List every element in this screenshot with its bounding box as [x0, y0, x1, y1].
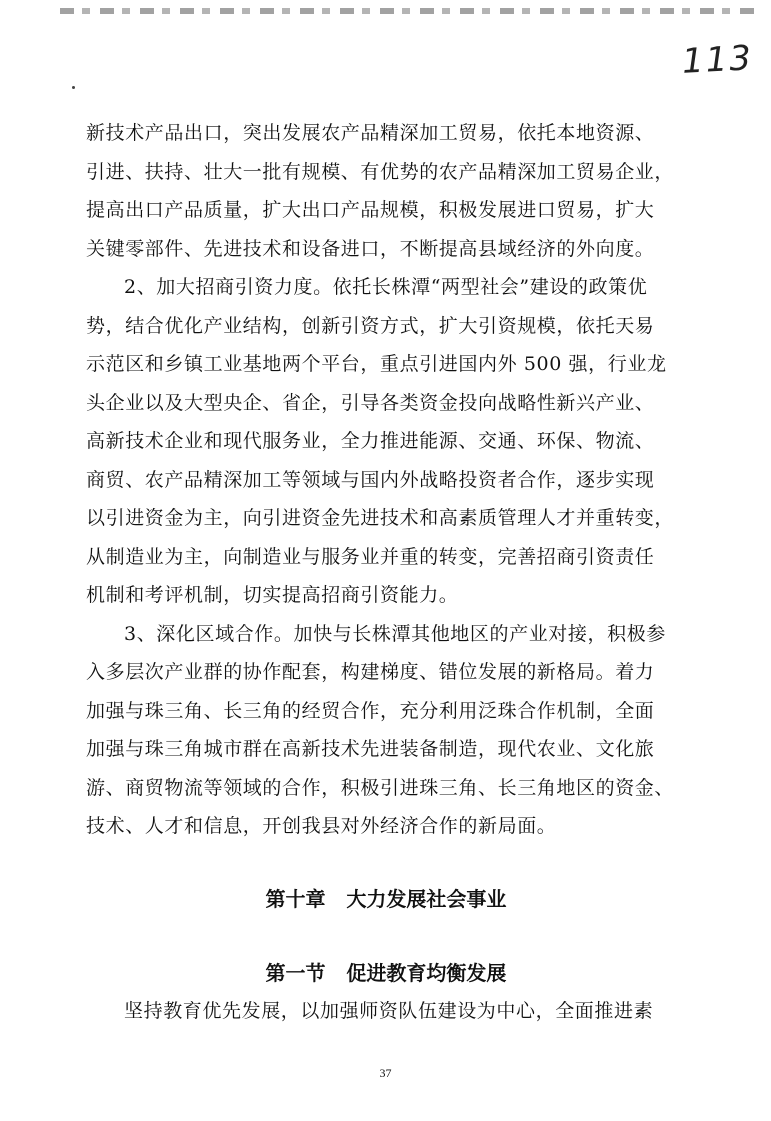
text-line: 从制造业为主，向制造业与服务业并重的转变，完善招商引资责任: [86, 545, 655, 568]
page-number: 37: [379, 1066, 392, 1080]
paragraph-investment: [86, 268, 686, 615]
text-line: 关键零部件、先进技术和设备进口，不断提高县域经济的外向度。: [86, 237, 655, 260]
paragraph-trade: [86, 114, 686, 268]
text-line: 游、商贸物流等领域的合作，积极引进珠三角、长三角地区的资金、: [86, 776, 675, 799]
paragraph-regional-cooperation: [86, 615, 686, 846]
paragraph-education: [86, 992, 686, 1031]
handwritten-page-mark: 113: [681, 38, 754, 82]
section-title: 第一节 促进教育均衡发展: [265, 960, 507, 985]
text-line: 新技术产品出口，突出发展农产品精深加工贸易，依托本地资源、: [86, 122, 655, 144]
text-line: 机制和考评机制，切实提高招商引资能力。: [86, 584, 459, 606]
text-line: 加强与珠三角城市群在高新技术先进装备制造，现代农业、文化旅: [86, 738, 655, 760]
scan-dot-artifact: [72, 86, 75, 89]
text-line: 加强与珠三角、长三角的经贸合作，充分利用泛珠合作机制，全面: [86, 699, 655, 722]
text-line: 2、加大招商引资力度。依托长株潭“两型社会”建设的政策优: [124, 276, 648, 298]
text-line: 3、深化区域合作。加快与长株潭其他地区的产业对接，积极参: [124, 622, 666, 645]
chapter-title: 第十章 大力发展社会事业: [265, 886, 507, 911]
text-line: 引进、扶持、壮大一批有规模、有优势的农产品精深加工贸易企业，: [86, 160, 675, 183]
text-line: 示范区和乡镇工业基地两个平台，重点引进国内外 500 强，行业龙: [86, 353, 667, 375]
text-line: 头企业以及大型央企、省企，引导各类资金投向战略性新兴产业、: [86, 391, 655, 414]
text-line: 以引进资金为主，向引进资金先进技术和高素质管理人才并重转变，: [86, 507, 675, 529]
text-line: 势，结合优化产业结构，创新引资方式，扩大引资规模，依托天易: [86, 314, 655, 337]
text-line: 技术、人才和信息，开创我县对外经济合作的新局面。: [86, 815, 557, 837]
scan-header-artifact: [60, 8, 760, 14]
text-line: 商贸、农产品精深加工等领域与国内外战略投资者合作，逐步实现: [86, 468, 655, 491]
text-line: 坚持教育优先发展，以加强师资队伍建设为中心，全面推进素: [124, 999, 654, 1022]
text-line: 提高出口产品质量，扩大出口产品规模，积极发展进口贸易，扩大: [86, 199, 655, 221]
text-line: 入多层次产业群的协作配套，构建梯度、错位发展的新格局。着力: [86, 661, 655, 683]
text-line: 高新技术企业和现代服务业，全力推进能源、交通、环保、物流、: [86, 430, 655, 452]
document-body: [86, 114, 686, 1030]
